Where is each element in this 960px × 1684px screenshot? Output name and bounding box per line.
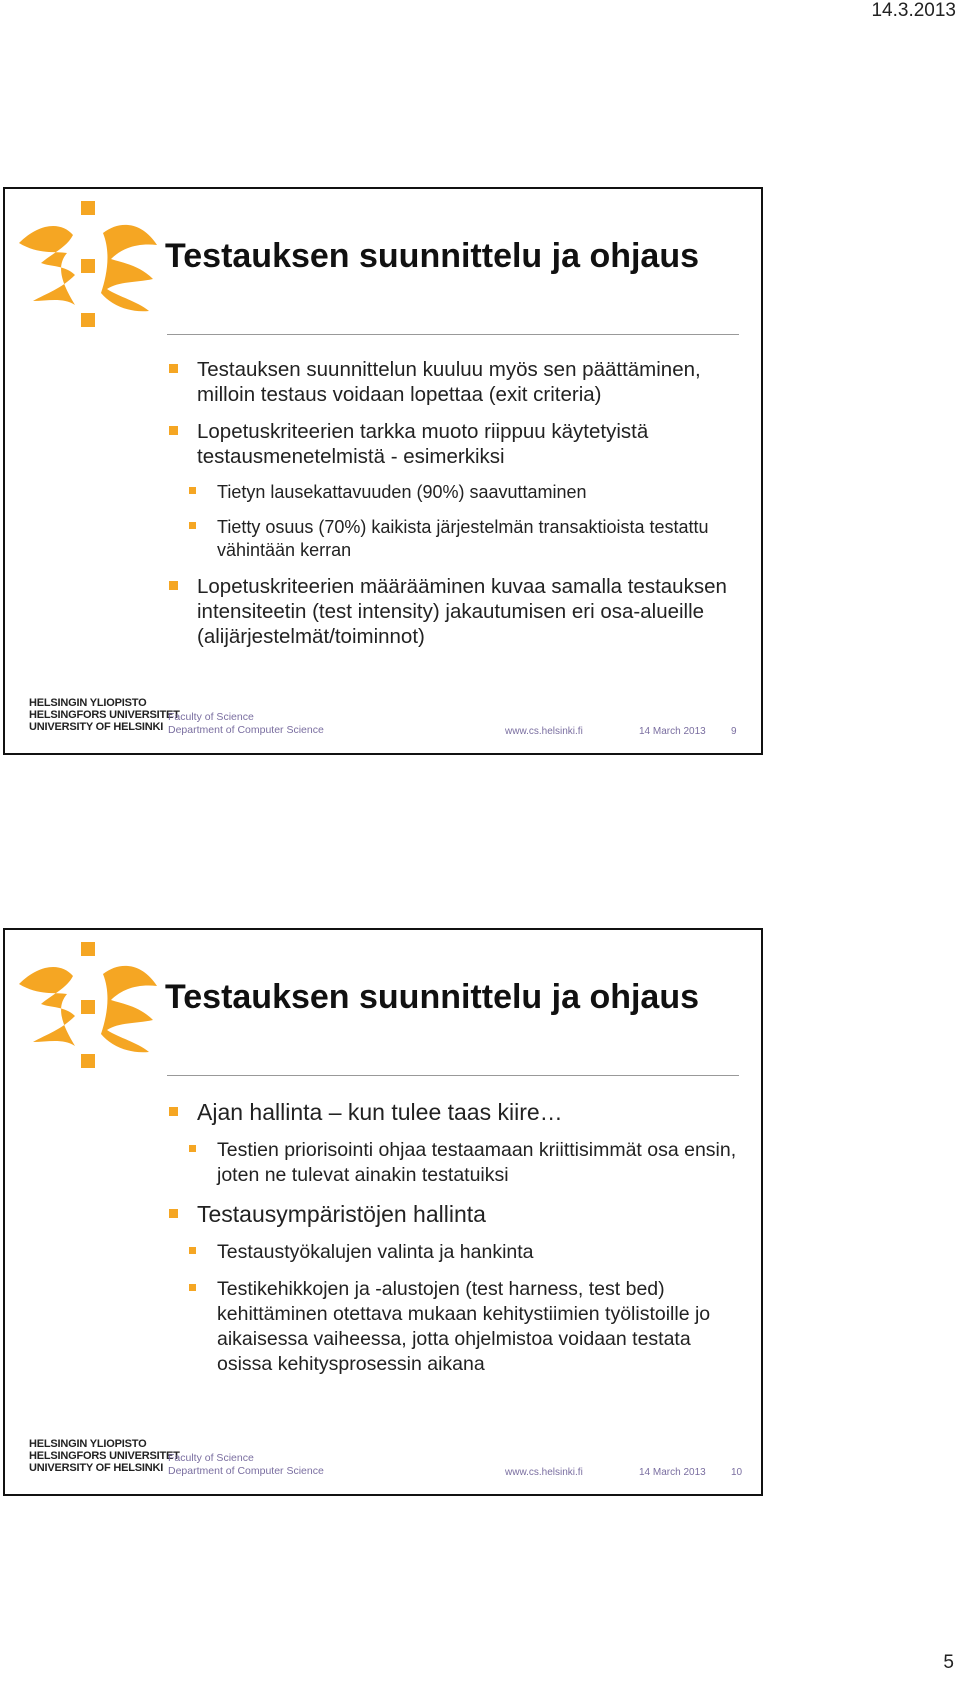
title-divider xyxy=(167,334,739,335)
department-name: Department of Computer Science xyxy=(168,724,324,736)
bullet-list xyxy=(165,1098,741,1389)
footer-faculty xyxy=(168,711,324,737)
footer-date: 14 March 2013 xyxy=(639,726,706,737)
footer-url: www.cs.helsinki.fi xyxy=(505,1467,583,1478)
footer-url: www.cs.helsinki.fi xyxy=(505,726,583,737)
sub-bullet-item: Testien priorisointi ohjaa testaamaan kriittisimmät osa ensin, joten ne tulevat ainakin testatuiksi xyxy=(165,1138,741,1188)
bullet-item: Testauksen suunnittelun kuuluu myös sen päättäminen, milloin testaus voidaan lopettaa (exit criteria) xyxy=(165,357,741,407)
sub-bullet-item: Testikehikkojen ja -alustojen (test harness, test bed) kehittäminen otettava mukaan kehitystiimien työlistoille jo aikaisessa vaiheessa, jotta ohjelmistoa voidaan testata osissa kehitysprosessin aikana xyxy=(165,1277,741,1377)
sub-bullet-item: Tietty osuus (70%) kaikista järjestelmän transaktioista testattu vähintään kerran xyxy=(165,516,741,562)
page-date: 14.3.2013 xyxy=(871,0,956,21)
bullet-item: Testausympäristöjen hallinta xyxy=(165,1200,741,1228)
slide-number: 9 xyxy=(731,726,737,737)
university-wordmark xyxy=(29,1438,180,1474)
footer-faculty xyxy=(168,1452,324,1478)
department-name: Department of Computer Science xyxy=(168,1465,324,1477)
org-name-fi: HELSINGIN YLIOPISTO xyxy=(29,697,147,709)
sub-bullet-item: Testaustyökalujen valinta ja hankinta xyxy=(165,1240,741,1265)
slide-10 xyxy=(3,928,763,1496)
faculty-name: Faculty of Science xyxy=(168,711,254,723)
org-name-en: UNIVERSITY OF HELSINKI xyxy=(29,721,164,733)
slide-title: Testauksen suunnittelu ja ohjaus xyxy=(165,237,700,275)
slide-title: Testauksen suunnittelu ja ohjaus xyxy=(165,978,700,1016)
org-name-sv: HELSINGFORS UNIVERSITET xyxy=(29,1450,180,1462)
org-name-sv: HELSINGFORS UNIVERSITET xyxy=(29,709,180,721)
slide-9 xyxy=(3,187,763,755)
org-name-fi: HELSINGIN YLIOPISTO xyxy=(29,1438,147,1450)
footer-date: 14 March 2013 xyxy=(639,1467,706,1478)
slide-number: 10 xyxy=(731,1467,743,1478)
faculty-name: Faculty of Science xyxy=(168,1452,254,1464)
bullet-item: Ajan hallinta – kun tulee taas kiire… xyxy=(165,1098,741,1126)
university-wordmark xyxy=(29,697,180,733)
bullet-item: Lopetuskriteerien määrääminen kuvaa samalla testauksen intensiteetin (test intensity) jakautumisen eri osa-alueille (alijärjestelmät/toiminnot) xyxy=(165,574,741,649)
university-flame-logo-icon xyxy=(11,193,171,331)
org-name-en: UNIVERSITY OF HELSINKI xyxy=(29,1462,164,1474)
bullet-item: Lopetuskriteerien tarkka muoto riippuu käytetyistä testausmenetelmistä - esimerkiksi xyxy=(165,419,741,469)
title-divider xyxy=(167,1075,739,1076)
page-number: 5 xyxy=(943,1652,954,1673)
bullet-list xyxy=(165,357,741,661)
sub-bullet-item: Tietyn lausekattavuuden (90%) saavuttaminen xyxy=(165,481,741,504)
university-flame-logo-icon xyxy=(11,934,171,1072)
